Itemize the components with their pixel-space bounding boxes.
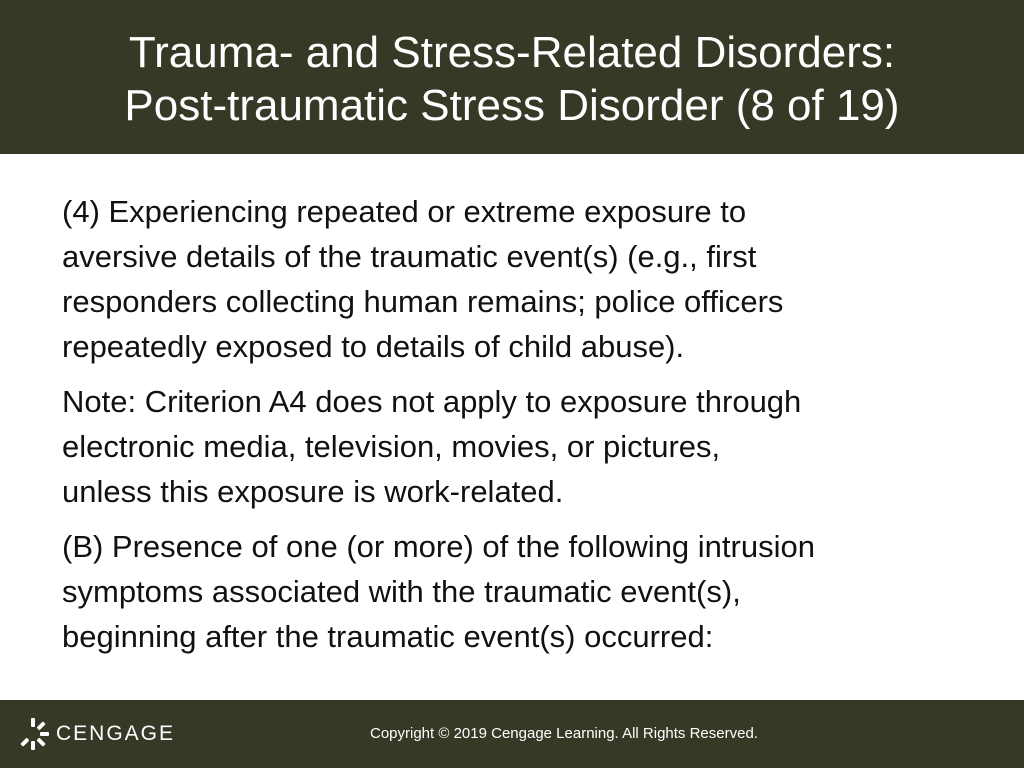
title-bar (0, 0, 1024, 154)
text-line: (B) Presence of one (or more) of the following intrusion (62, 529, 815, 564)
title-line-2: Post-traumatic Stress Disorder (8 of 19) (124, 81, 900, 130)
paragraph-criterion-b (62, 524, 982, 659)
cengage-wordmark: CENGAGE (56, 722, 176, 745)
footer-bar (0, 700, 1024, 768)
text-line: aversive details of the traumatic event(s) (e.g., first (62, 239, 757, 274)
text-line: Note: Criterion A4 does not apply to exposure through (62, 384, 802, 419)
text-line: responders collecting human remains; police officers (62, 284, 784, 319)
text-line: electronic media, television, movies, or pictures, (62, 429, 721, 464)
title-line-1: Trauma- and Stress-Related Disorders: (128, 28, 896, 77)
text-line: repeatedly exposed to details of child abuse). (62, 329, 685, 364)
text-line: symptoms associated with the traumatic event(s), (62, 574, 741, 609)
text-line: (4) Experiencing repeated or extreme exposure to (62, 194, 747, 229)
cengage-logo-icon (16, 717, 50, 751)
text-line: unless this exposure is work-related. (62, 474, 564, 509)
copyright-notice: Copyright © 2019 Cengage Learning. All Rights Reserved. (370, 725, 758, 742)
slide-title (0, 26, 1024, 132)
cengage-logo (16, 716, 175, 752)
slide-body (62, 189, 982, 669)
paragraph-note (62, 379, 982, 514)
paragraph-criterion-a4 (62, 189, 982, 369)
text-line: beginning after the traumatic event(s) occurred: (62, 619, 714, 654)
